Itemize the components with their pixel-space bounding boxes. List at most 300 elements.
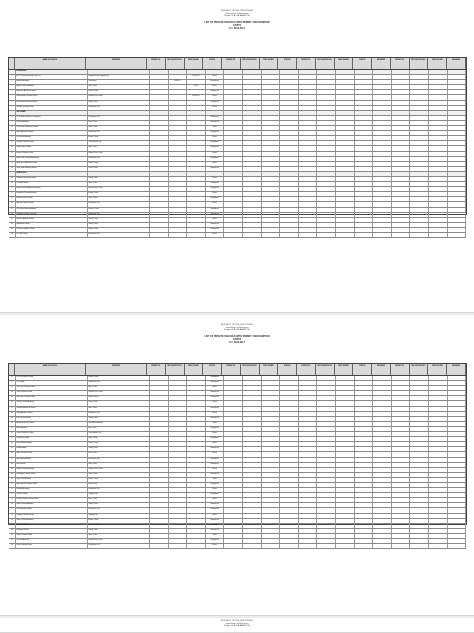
header-cell: STATUS <box>278 58 297 69</box>
value-cell <box>262 529 281 533</box>
value-cell <box>299 514 318 518</box>
value-cell <box>280 508 299 512</box>
value-cell <box>448 407 467 411</box>
school-address: General Trias, Cavite <box>88 539 150 543</box>
value-cell <box>373 519 392 523</box>
row-number: 31 <box>9 376 16 380</box>
value-cell <box>317 396 336 400</box>
value-cell <box>187 131 206 135</box>
row-number: 64 <box>9 544 16 548</box>
value-cell <box>187 197 206 201</box>
value-cell: Permit <box>206 498 225 502</box>
school-address: Silang, Cavite <box>88 223 150 227</box>
value-cell <box>299 401 318 405</box>
page-heading <box>0 315 474 344</box>
heading-line1: REPUBLIC OF THE PHILIPPINES <box>221 620 253 622</box>
value-cell <box>448 80 467 84</box>
row-number: 44 <box>9 442 16 446</box>
header-cell: STATUS <box>203 58 222 69</box>
value-cell <box>448 197 467 201</box>
value-cell <box>373 427 392 431</box>
value-cell <box>169 141 188 145</box>
value-cell <box>299 396 318 400</box>
value-cell <box>429 376 448 380</box>
value-cell <box>150 192 169 196</box>
value-cell <box>243 483 262 487</box>
value-cell <box>243 524 262 528</box>
value-cell <box>317 85 336 89</box>
value-cell <box>317 111 336 115</box>
school-address: Trece Martires City <box>88 432 150 436</box>
value-cell <box>280 218 299 222</box>
header-cell: PERMIT NO. <box>391 364 410 375</box>
value-cell <box>373 468 392 472</box>
header-cell: RECOGNITION NO. <box>166 364 185 375</box>
page-2 <box>0 315 474 616</box>
value-cell <box>317 177 336 181</box>
value-cell <box>355 95 374 99</box>
value-cell <box>373 488 392 492</box>
value-cell <box>410 412 429 416</box>
value-cell <box>373 534 392 538</box>
value-cell <box>448 131 467 135</box>
value-cell <box>150 172 169 176</box>
value-cell <box>355 447 374 451</box>
value-cell <box>355 136 374 140</box>
school-name: St. Paul School of Cavite <box>16 376 88 380</box>
value-cell <box>355 182 374 186</box>
value-cell <box>373 381 392 385</box>
value-cell <box>243 498 262 502</box>
value-cell <box>448 514 467 518</box>
value-cell <box>243 539 262 543</box>
value-cell <box>410 498 429 502</box>
value-cell <box>317 417 336 421</box>
value-cell <box>317 106 336 110</box>
value-cell <box>410 514 429 518</box>
row-number: 47 <box>9 458 16 462</box>
value-cell: 2016-2017 <box>187 75 206 79</box>
value-cell <box>448 427 467 431</box>
value-cell <box>392 544 411 548</box>
value-cell <box>336 197 355 201</box>
value-cell <box>299 376 318 380</box>
row-number: 46 <box>9 452 16 456</box>
value-cell <box>448 70 467 74</box>
value-cell <box>410 218 429 222</box>
value-cell <box>280 167 299 171</box>
value-cell <box>299 422 318 426</box>
value-cell <box>169 422 188 426</box>
value-cell <box>262 101 281 105</box>
value-cell <box>280 157 299 161</box>
value-cell: Recognized <box>206 121 225 125</box>
value-cell <box>410 396 429 400</box>
value-cell <box>392 157 411 161</box>
value-cell <box>187 172 206 176</box>
value-cell <box>410 503 429 507</box>
value-cell <box>299 417 318 421</box>
value-cell <box>187 534 206 538</box>
school-name: Blessed Hope Christian School <box>16 95 88 99</box>
value-cell <box>150 202 169 206</box>
value-cell: Permit <box>206 177 225 181</box>
value-cell <box>299 208 318 212</box>
value-cell <box>224 514 243 518</box>
value-cell <box>224 136 243 140</box>
value-cell <box>187 223 206 227</box>
row-number: 19 <box>9 177 16 181</box>
value-cell: Permit <box>206 106 225 110</box>
value-cell <box>429 524 448 528</box>
value-cell <box>355 70 374 74</box>
value-cell <box>392 437 411 441</box>
school-address: Bacoor, Cavite <box>88 90 150 94</box>
value-cell <box>392 452 411 456</box>
value-cell <box>410 407 429 411</box>
value-cell <box>187 452 206 456</box>
value-cell <box>169 152 188 156</box>
value-cell <box>187 498 206 502</box>
value-cell <box>224 508 243 512</box>
value-cell <box>280 90 299 94</box>
row-number: 9 <box>9 121 16 125</box>
school-address: Kaybagal South, Tagaytay City <box>88 75 150 79</box>
school-address: Tagaytay City <box>88 514 150 518</box>
value-cell <box>243 218 262 222</box>
value-cell <box>373 493 392 497</box>
row-number: 1 <box>9 75 16 79</box>
value-cell <box>187 524 206 528</box>
value-cell <box>410 202 429 206</box>
value-cell: Permit <box>206 152 225 156</box>
value-cell <box>336 213 355 217</box>
value-cell <box>243 208 262 212</box>
school-name: Light of Life Academy <box>16 478 88 482</box>
value-cell <box>429 187 448 191</box>
value-cell <box>336 417 355 421</box>
value-cell <box>429 80 448 84</box>
header-cell: PERMIT NO. <box>147 364 166 375</box>
school-address: Dasmarinas City <box>88 458 150 462</box>
value-cell <box>299 106 318 110</box>
value-cell <box>429 529 448 533</box>
header-cell: DATE ISSUED <box>260 364 279 375</box>
row-number: 29 <box>9 228 16 232</box>
value-cell <box>410 131 429 135</box>
value-cell <box>187 167 206 171</box>
value-cell <box>410 488 429 492</box>
value-cell <box>150 534 169 538</box>
value-cell <box>187 80 206 84</box>
value-cell <box>299 478 318 482</box>
value-cell <box>169 442 188 446</box>
value-cell <box>262 202 281 206</box>
value-cell: Recognized <box>206 529 225 533</box>
value-cell <box>410 427 429 431</box>
value-cell <box>169 524 188 528</box>
value-cell <box>448 177 467 181</box>
value-cell <box>262 167 281 171</box>
value-cell <box>429 202 448 206</box>
value-cell <box>187 157 206 161</box>
value-cell <box>262 218 281 222</box>
value-cell <box>355 197 374 201</box>
value-cell <box>262 508 281 512</box>
row-number <box>9 70 16 74</box>
value-cell <box>410 192 429 196</box>
value-cell <box>336 493 355 497</box>
value-cell <box>355 111 374 115</box>
value-cell <box>392 75 411 79</box>
value-cell <box>224 126 243 130</box>
value-cell <box>392 182 411 186</box>
value-cell <box>392 468 411 472</box>
value-cell <box>187 192 206 196</box>
school-address: Bacoor, Cavite <box>88 162 150 166</box>
value-cell <box>150 452 169 456</box>
value-cell <box>355 172 374 176</box>
value-cell <box>336 534 355 538</box>
value-cell <box>187 70 206 74</box>
value-cell <box>336 437 355 441</box>
value-cell <box>392 442 411 446</box>
value-cell: Recognized <box>206 493 225 497</box>
value-cell <box>187 407 206 411</box>
school-address: Bacoor, Cavite <box>88 376 150 380</box>
value-cell <box>169 417 188 421</box>
school-name: Bethel Academy <box>16 427 88 431</box>
value-cell <box>169 483 188 487</box>
value-cell <box>373 401 392 405</box>
value-cell <box>280 141 299 145</box>
value-cell <box>355 437 374 441</box>
value-cell <box>392 121 411 125</box>
value-cell <box>224 539 243 543</box>
value-cell <box>299 228 318 232</box>
value-cell <box>280 529 299 533</box>
value-cell <box>280 422 299 426</box>
value-cell <box>373 508 392 512</box>
value-cell <box>299 407 318 411</box>
value-cell <box>243 192 262 196</box>
value-cell <box>336 172 355 176</box>
value-cell <box>410 519 429 523</box>
value-cell <box>262 152 281 156</box>
value-cell <box>169 90 188 94</box>
header-cell: ADDRESS <box>86 364 147 375</box>
value-cell <box>169 228 188 232</box>
value-cell <box>150 146 169 150</box>
value-cell <box>429 452 448 456</box>
value-cell <box>187 228 206 232</box>
value-cell <box>224 417 243 421</box>
value-cell <box>150 401 169 405</box>
school-name: Northfield Academy <box>16 488 88 492</box>
value-cell <box>336 141 355 145</box>
value-cell <box>429 447 448 451</box>
school-address: Dasmarinas City <box>88 131 150 135</box>
value-cell <box>373 70 392 74</box>
heading-title: LIST OF PRIVATE SCHOOLS WITH PERMIT / RECOGNITION <box>204 21 270 24</box>
school-address: Tanza, Cavite <box>88 473 150 477</box>
school-name: Valley High Academy <box>16 524 88 528</box>
header-cell: RECOGNITION NO. <box>166 58 185 69</box>
value-cell <box>392 391 411 395</box>
value-cell <box>280 412 299 416</box>
school-address: Molino, Bacoor <box>88 396 150 400</box>
school-address: Gen. Mariano Alvarez <box>88 422 150 426</box>
value-cell <box>373 85 392 89</box>
value-cell <box>169 131 188 135</box>
value-cell <box>187 544 206 548</box>
value-cell <box>224 80 243 84</box>
value-cell <box>317 508 336 512</box>
value-cell <box>243 427 262 431</box>
value-cell <box>392 422 411 426</box>
value-cell <box>262 396 281 400</box>
value-cell <box>317 75 336 79</box>
value-cell <box>262 95 281 99</box>
value-cell <box>410 493 429 497</box>
value-cell <box>317 192 336 196</box>
value-cell <box>243 233 262 237</box>
row-number: 35 <box>9 396 16 400</box>
value-cell <box>243 121 262 125</box>
value-cell <box>169 452 188 456</box>
value-cell <box>336 407 355 411</box>
value-cell <box>280 544 299 548</box>
value-cell <box>187 177 206 181</box>
value-cell <box>206 70 225 74</box>
value-cell <box>317 437 336 441</box>
value-cell <box>224 228 243 232</box>
value-cell <box>448 167 467 171</box>
header-cell: STATUS <box>278 364 297 375</box>
value-cell <box>299 437 318 441</box>
value-cell <box>392 503 411 507</box>
value-cell <box>280 417 299 421</box>
value-cell <box>448 95 467 99</box>
value-cell <box>410 376 429 380</box>
value-cell <box>429 152 448 156</box>
value-cell <box>317 228 336 232</box>
value-cell <box>336 111 355 115</box>
value-cell <box>410 121 429 125</box>
value-cell <box>392 401 411 405</box>
value-cell <box>243 182 262 186</box>
value-cell <box>224 116 243 120</box>
school-name: Faith Academy <box>16 447 88 451</box>
value-cell <box>336 524 355 528</box>
value-cell <box>243 157 262 161</box>
value-cell <box>224 172 243 176</box>
heading-line3: Region IV-A CALABARZON <box>224 625 250 628</box>
header-cell: PERMIT NO. <box>222 364 241 375</box>
school-address: Silang, Cavite <box>88 503 150 507</box>
value-cell <box>355 391 374 395</box>
value-cell <box>169 473 188 477</box>
value-cell <box>262 197 281 201</box>
value-cell: Recognized <box>206 101 225 105</box>
value-cell <box>280 493 299 497</box>
value-cell <box>243 70 262 74</box>
value-cell <box>299 503 318 507</box>
value-cell <box>280 452 299 456</box>
value-cell <box>373 131 392 135</box>
value-cell <box>169 493 188 497</box>
value-cell <box>150 95 169 99</box>
value-cell <box>243 141 262 145</box>
school-address: Dasmarinas City <box>88 213 150 217</box>
value-cell <box>336 478 355 482</box>
value-cell <box>262 503 281 507</box>
value-cell <box>355 442 374 446</box>
value-cell <box>243 75 262 79</box>
value-cell <box>224 121 243 125</box>
value-cell <box>280 468 299 472</box>
value-cell <box>429 503 448 507</box>
school-name: Imus Institute <box>16 463 88 467</box>
school-address: Imus, Cavite <box>88 534 150 538</box>
value-cell <box>262 514 281 518</box>
value-cell <box>355 544 374 548</box>
value-cell: Permit <box>206 386 225 390</box>
value-cell <box>317 391 336 395</box>
value-cell <box>373 391 392 395</box>
value-cell <box>169 427 188 431</box>
value-cell <box>373 524 392 528</box>
value-cell <box>187 422 206 426</box>
value-cell: Recognized <box>206 483 225 487</box>
value-cell <box>224 106 243 110</box>
value-cell <box>336 233 355 237</box>
value-cell <box>280 202 299 206</box>
value-cell <box>262 412 281 416</box>
value-cell <box>317 90 336 94</box>
school-name: Lyceum of the Philippines University <box>16 187 88 191</box>
value-cell: Recognized <box>206 167 225 171</box>
value-cell <box>150 213 169 217</box>
value-cell <box>243 116 262 120</box>
school-address: Rosario, Cavite <box>88 208 150 212</box>
header-cell: PERMIT NO. <box>222 58 241 69</box>
value-cell <box>262 85 281 89</box>
value-cell: Recognized <box>206 473 225 477</box>
value-cell <box>373 80 392 84</box>
value-cell <box>187 381 206 385</box>
value-cell <box>243 85 262 89</box>
value-cell <box>317 422 336 426</box>
value-cell <box>392 483 411 487</box>
value-cell <box>169 401 188 405</box>
value-cell <box>373 539 392 543</box>
value-cell <box>429 381 448 385</box>
value-cell <box>448 90 467 94</box>
value-cell <box>317 483 336 487</box>
value-cell <box>280 498 299 502</box>
header-cell: RECOGNITION NO. <box>316 364 335 375</box>
value-cell <box>299 468 318 472</box>
value-cell <box>299 213 318 217</box>
value-cell <box>262 177 281 181</box>
header-cell: DATE ISSUED <box>335 364 354 375</box>
value-cell <box>224 498 243 502</box>
schools-table <box>8 363 467 547</box>
value-cell <box>355 162 374 166</box>
row-number: 6 <box>9 101 16 105</box>
value-cell <box>299 152 318 156</box>
